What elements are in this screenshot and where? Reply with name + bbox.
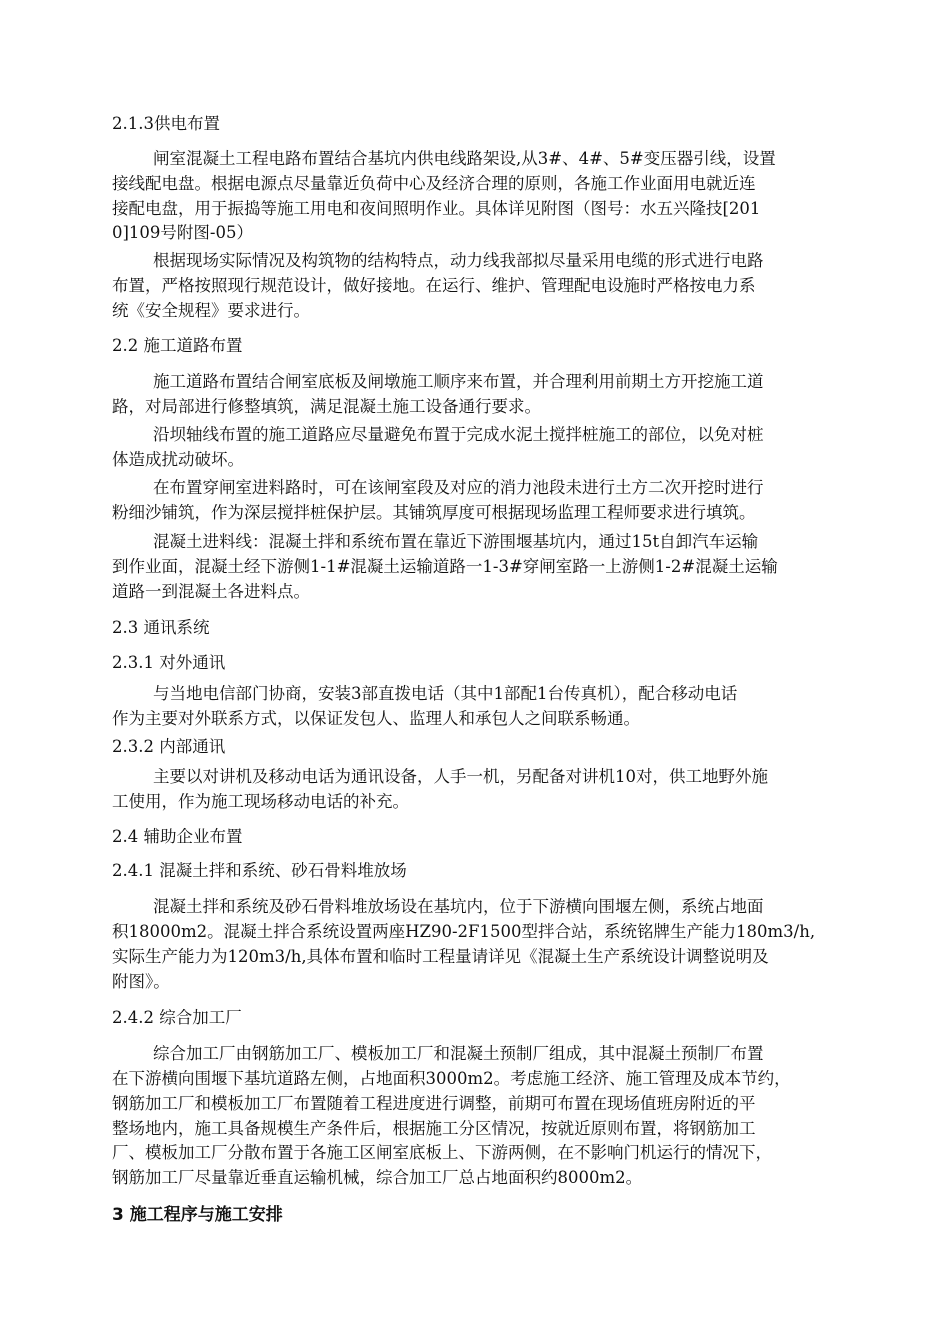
paragraph-line: 钢筋加工厂尽量靠近垂直运输机械，综合加工厂总占地面积约8000m2。: [112, 1168, 643, 1187]
paragraph-line: 到作业面，混凝土经下游侧1-1#混凝土运输道路一1-3#穿闸室路一上游侧1-2#混凝土运输: [112, 557, 778, 576]
section-heading-2-4-2: 2.4.2 综合加工厂: [112, 1008, 242, 1027]
section-heading-2-3: 2.3 通讯系统: [112, 618, 210, 637]
paragraph-line: 在下游横向围堰下基坑道路左侧，占地面积3000m2。考虑施工经济、施工管理及成本节约，: [112, 1069, 791, 1088]
paragraph-line: 统《安全规程》要求进行。: [112, 301, 310, 320]
paragraph-line: 综合加工厂由钢筋加工厂、模板加工厂和混凝土预制厂组成，其中混凝土预制厂布置: [153, 1044, 764, 1063]
paragraph-line: 主要以对讲机及移动电话为通讯设备，人手一机，另配备对讲机10对，供工地野外施: [153, 767, 768, 786]
paragraph-line: 0]109号附图-05）: [112, 223, 253, 242]
paragraph-line: 施工道路布置结合闸室底板及闸墩施工顺序来布置，并合理利用前期土方开挖施工道: [153, 372, 764, 391]
paragraph-line: 接配电盘，用于振捣等施工用电和夜间照明作业。具体详见附图（图号：水五兴隆技[201: [112, 199, 761, 218]
chapter-heading-3: 3 施工程序与施工安排: [112, 1205, 283, 1225]
section-heading-2-3-2: 2.3.2 内部通讯: [112, 737, 226, 756]
paragraph-line: 混凝土进料线：混凝土拌和系统布置在靠近下游围堰基坑内，通过15t自卸汽车运输: [153, 532, 759, 551]
paragraph-line: 混凝土拌和系统及砂石骨料堆放场设在基坑内，位于下游横向围堰左侧，系统占地面: [153, 897, 764, 916]
paragraph-line: 路，对局部进行修整填筑，满足混凝土施工设备通行要求。: [112, 397, 541, 416]
paragraph-line: 钢筋加工厂和模板加工厂布置随着工程进度进行调整，前期可布置在现场值班房附近的平: [112, 1094, 756, 1113]
paragraph-line: 体造成扰动破坏。: [112, 450, 244, 469]
paragraph-line: 厂、模板加工厂分散布置于各施工区闸室底板上、下游两侧，在不影响门机运行的情况下，: [112, 1143, 772, 1162]
paragraph-line: 与当地电信部门协商，安装3部直拨电话（其中1部配1台传真机），配合移动电话: [153, 684, 738, 703]
paragraph-line: 作为主要对外联系方式，以保证发包人、监理人和承包人之间联系畅通。: [112, 709, 640, 728]
section-heading-2-4: 2.4 辅助企业布置: [112, 827, 243, 846]
paragraph-line: 道路一到混凝土各进料点。: [112, 582, 310, 601]
paragraph-line: 闸室混凝土工程电路布置结合基坑内供电线路架设,从3#、4#、5#变压器引线，设置: [153, 149, 776, 168]
paragraph-line: 沿坝轴线布置的施工道路应尽量避免布置于完成水泥土搅拌桩施工的部位，以免对桩: [153, 425, 764, 444]
section-heading-2-4-1: 2.4.1 混凝土拌和系统、砂石骨料堆放场: [112, 861, 407, 880]
section-heading-2-3-1: 2.3.1 对外通讯: [112, 653, 226, 672]
paragraph-line: 布置，严格按照现行规范设计，做好接地。在运行、维护、管理配电设施时严格按电力系: [112, 276, 756, 295]
paragraph-line: 整场地内，施工具备规模生产条件后，根据施工分区情况，按就近原则布置，将钢筋加工: [112, 1119, 756, 1138]
section-heading-2-1-3: 2.1.3供电布置: [112, 114, 220, 133]
paragraph-line: 积18000m2。混凝土拌合系统设置两座HZ90-2F1500型拌合站，系统铭牌生产能力180m3/h,: [112, 922, 816, 941]
paragraph-line: 粉细沙铺筑，作为深层搅拌桩保护层。其铺筑厚度可根据现场监理工程师要求进行填筑。: [112, 503, 756, 522]
paragraph-line: 工使用，作为施工现场移动电话的补充。: [112, 792, 409, 811]
paragraph-line: 根据现场实际情况及构筑物的结构特点，动力线我部拟尽量采用电缆的形式进行电路: [153, 251, 764, 270]
paragraph-line: 接线配电盘。根据电源点尽量靠近负荷中心及经济合理的原则，各施工作业面用电就近连: [112, 174, 756, 193]
paragraph-line: 实际生产能力为120m3/h,具体布置和临时工程量请详见《混凝土生产系统设计调整说明及: [112, 947, 769, 966]
paragraph-line: 附图》。: [112, 972, 170, 991]
paragraph-line: 在布置穿闸室进料路时，可在该闸室段及对应的消力池段未进行土方二次开挖时进行: [153, 478, 764, 497]
section-heading-2-2: 2.2 施工道路布置: [112, 336, 243, 355]
